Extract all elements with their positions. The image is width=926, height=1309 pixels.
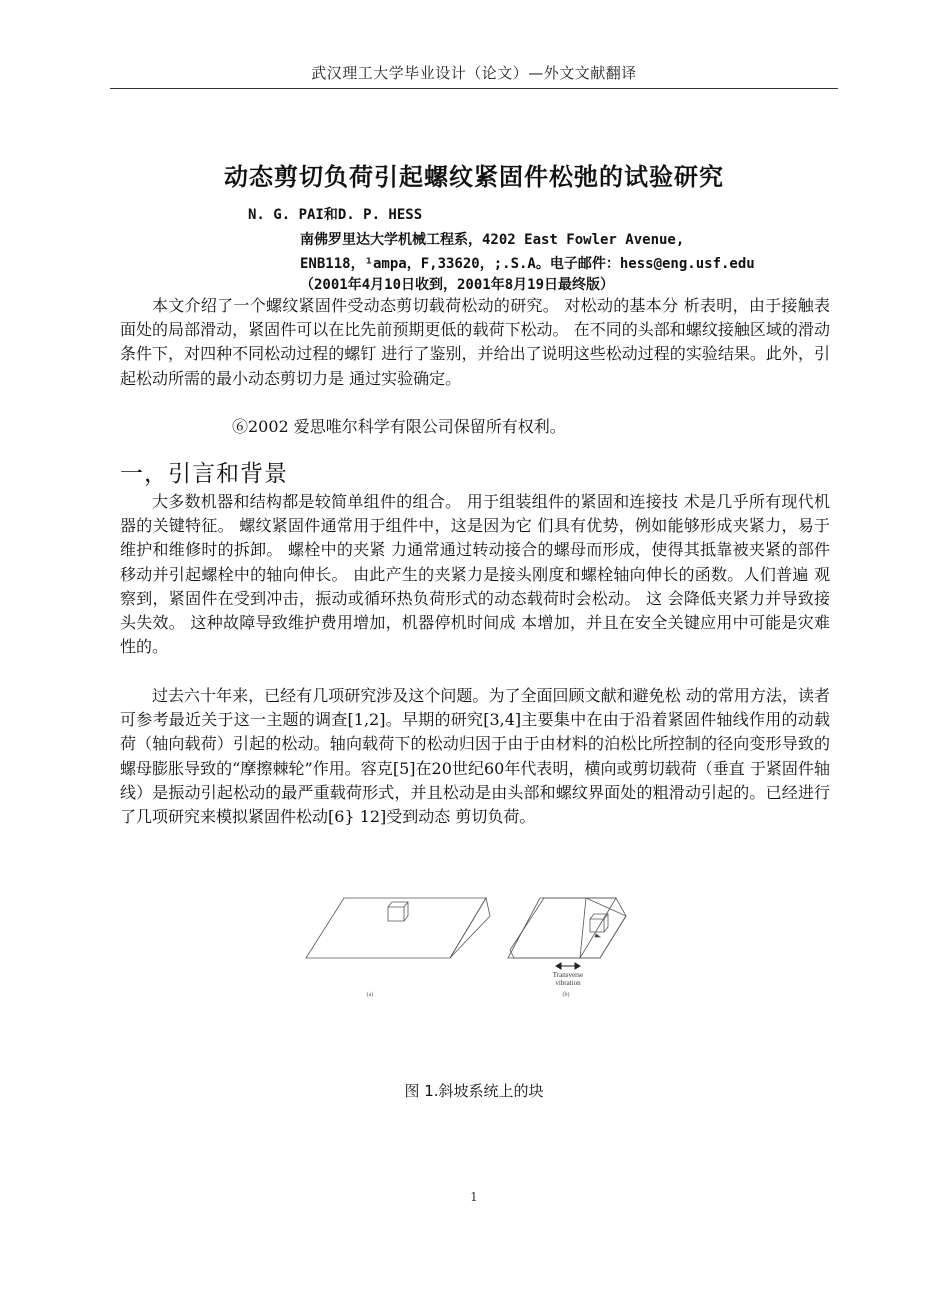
- section-heading: 一，引言和背景: [120, 461, 288, 487]
- intro-paragraph-1: 大多数机器和结构都是较简单组件的组合。 用于组装组件的紧固和连接技 术是几乎所有现代机器的关键特征。 螺纹紧固件通常用于组件中，这是因为它 们具有优势，例如能够形成夹紧力，易于维护和维修时的拆卸。 螺栓中的夹紧 力通常通过转动接合的螺母而形成，使得其抵靠被夹紧的部件移动并引起螺栓中的轴向伸长。 由此产生的夹紧力是接头刚度和螺栓轴向伸长的函数。人们普遍 观察到，紧固件在受到冲击，振动或循环热负荷形式的动态载荷时会松动。 这 会降低夹紧力并导致接头失效。 这种故障导致维护费用增加，机器停机时间成 本增加，并且在安全关键应用中可能是灾难性的。: [120, 492, 830, 657]
- ramp-b: [508, 898, 626, 958]
- header-divider: [110, 88, 838, 89]
- intro-paragraph-2: 过去六十年来，已经有几项研究涉及这个问题。为了全面回顾文献和避免松 动的常用方法，读者可参考最近关于这一主题的调查[1,2]。早期的研究[3,4]主要集中在由于沿着紧固件轴线作用的动载荷（轴向载荷）引起的松动。轴向载荷下的松动归因于由于由材料的泊松比所控制的径向变形导致的螺母膨胀导致的“摩擦棘轮”作用。容克[5]在20世纪60年代表明，横向或剪切载荷（垂直 于紧固件轴线）是振动引起松动的最严重载荷形式，并且松动是由头部和螺纹界面处的粗滑动引起的。已经进行了几项研究来模拟紧固件松动[6} 12]受到动态 剪切负荷。: [120, 686, 830, 827]
- ramp-a: [306, 898, 490, 958]
- arrow-label-line-1: Transverse: [552, 971, 584, 979]
- received-dates: （2001年4月10日收到，2001年8月19日最终版）: [300, 277, 615, 293]
- subfigure-label-b: (b): [562, 992, 570, 998]
- double-arrow-icon: [556, 963, 580, 969]
- page-number: 1: [470, 1190, 478, 1204]
- arrow-label-line-2: vibration: [555, 979, 581, 987]
- affiliation-line-1: 南佛罗里达大学机械工程系，4202 East Fowler Avenue,: [300, 232, 685, 248]
- paper-title: 动态剪切负荷引起螺纹紧固件松弛的试验研究: [224, 163, 724, 191]
- block-on-ramp-figure: [300, 888, 630, 1008]
- subfigure-label-a: (a): [366, 992, 374, 998]
- abstract: 本文介绍了一个螺纹紧固件受动态剪切载荷松动的研究。 对松动的基本分 析表明，由于接触表面处的局部滑动，紧固件可以在比先前预期更低的载荷下松动。 在不同的头部和螺纹接触区域的滑动条件下，对四种不同松动过程的螺钉 进行了鉴别，并给出了说明这些松动过程的实验结果。此外，引起松动所需的最小动态剪切力是 通过实验确定。: [120, 296, 830, 388]
- running-header: 武汉理工大学毕业设计（论文）—外文文献翻译: [311, 64, 637, 82]
- authors: N. G. PAI和D. P. HESS: [248, 207, 423, 223]
- figure-caption: 图 1.斜坡系统上的块: [404, 1082, 544, 1100]
- copyright-notice: ⑥2002 爱思唯尔科学有限公司保留所有权利。: [232, 417, 566, 436]
- affiliation-line-2: ENB118，¹ampa，F,33620，;.S.A。电子邮件：hess@eng.usf.edu: [300, 256, 755, 272]
